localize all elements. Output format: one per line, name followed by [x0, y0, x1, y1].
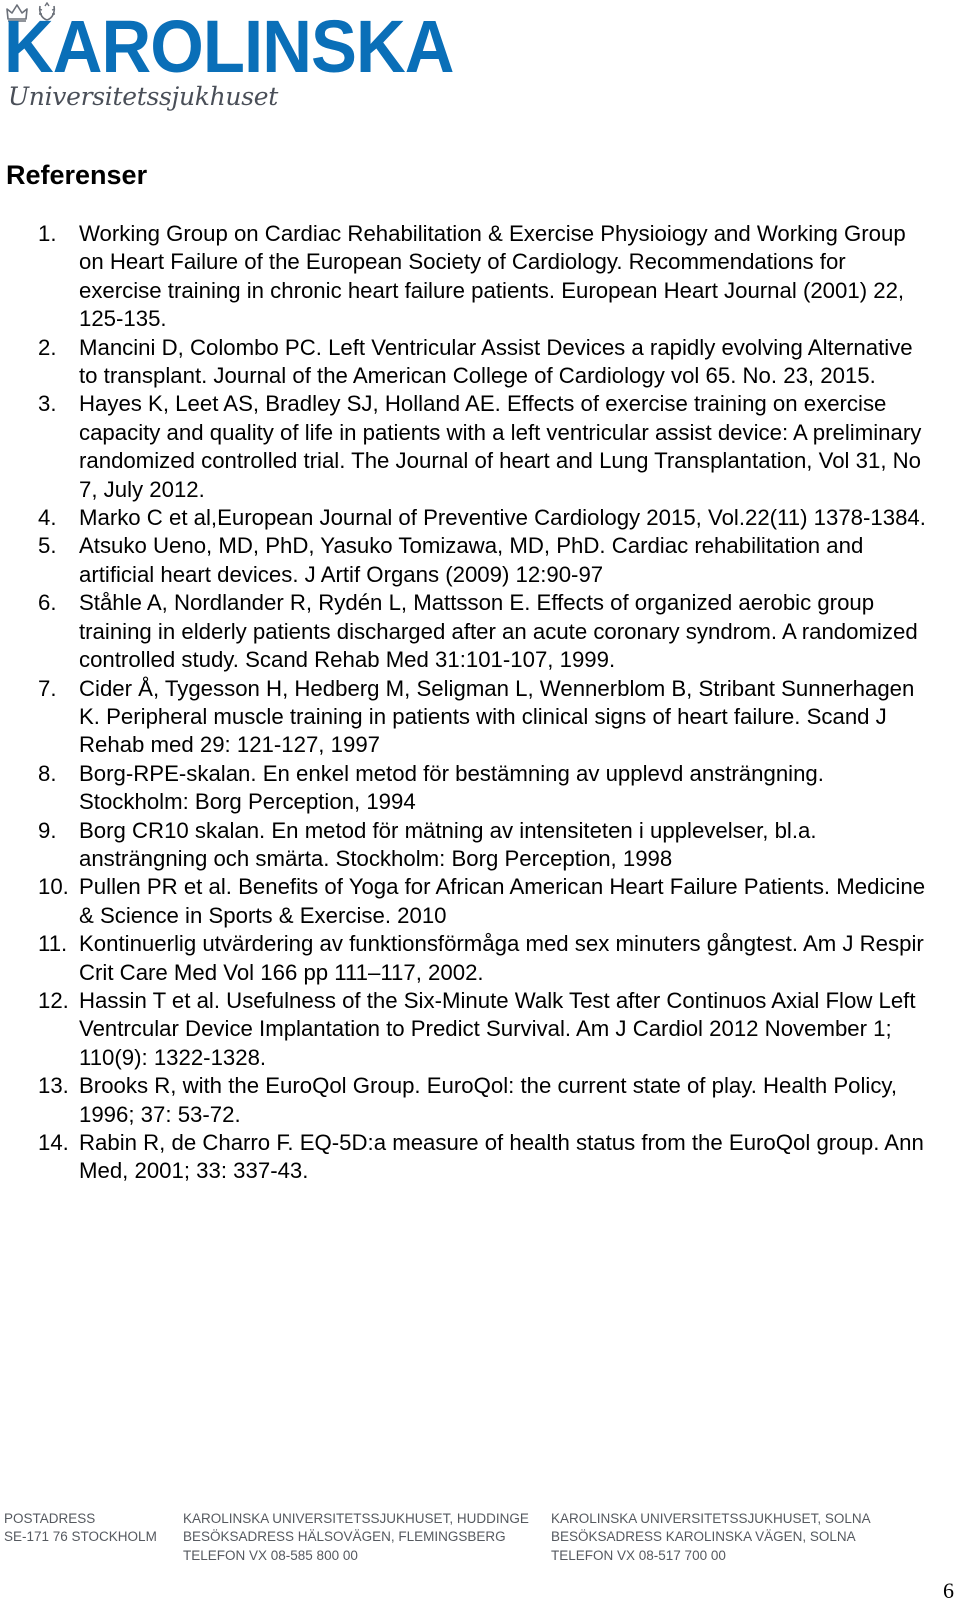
footer-huddinge-address: [183, 1510, 529, 1565]
reference-number: 4.: [38, 505, 57, 531]
reference-item: [0, 873, 929, 930]
page-footer: [0, 1510, 960, 1611]
footer-visiting-address: BESÖKSADRESS HÄLSOVÄGEN, FLEMINGSBERG: [183, 1529, 506, 1545]
reference-text: Working Group on Cardiac Rehabilitation & Exercise Physioiogy and Working Group on Heart Failure of the European Society of Cardiology. Recommendations for exercise training in chronic heart failure patients. European Heart Journal (2001) 22, 125-135.: [79, 221, 906, 332]
reference-number: 2.: [38, 334, 57, 360]
footer-hospital-name: KAROLINSKA UNIVERSITETSSJUKHUSET, HUDDINGE: [183, 1511, 529, 1526]
footer-postal-line: SE-171 76 STOCKHOLM: [4, 1529, 157, 1545]
reference-text: Rabin R, de Charro F. EQ-5D:a measure of health status from the EuroQol group. Ann Med, 2001; 33: 337-43.: [79, 1130, 924, 1184]
reference-number: 14.: [38, 1130, 69, 1155]
reference-item: [0, 390, 929, 504]
reference-number: 10.: [38, 874, 69, 900]
reference-number: 1.: [38, 221, 57, 246]
logo-wordmark: KAROLINSKA: [4, 5, 454, 88]
reference-number: 3.: [38, 391, 57, 417]
page-number: 6: [943, 1578, 954, 1603]
reference-text: Marko C et al,European Journal of Preventive Cardiology 2015, Vol.22(11) 1378-1384.: [79, 505, 926, 531]
reference-text: Atsuko Ueno, MD, PhD, Yasuko Tomizawa, MD, PhD. Cardiac rehabilitation and artificial heart devices. J Artif Organs (2009) 12:90-97: [79, 533, 864, 587]
reference-text: Kontinuerlig utvärdering av funktionsförmåga med sex minuters gångtest. Am J Respir Crit Care Med Vol 166 pp 111–117, 2002.: [79, 931, 924, 985]
reference-text: Borg-RPE-skalan. En enkel metod för bestämning av upplevd ansträngning. Stockholm: Borg Perception, 1994: [79, 760, 824, 815]
reference-number: 12.: [38, 987, 69, 1013]
page-heading: Referenser: [6, 160, 148, 190]
reference-item: [0, 930, 929, 987]
reference-list: [0, 220, 960, 1186]
reference-text: Hayes K, Leet AS, Bradley SJ, Holland AE. Effects of exercise training on exercise capacity and quality of life in patients with a left ventricular assist device: A preliminary randomized controlled trial. The Journal of heart and Lung Transplantation, Vol 31, No 7, July 2012.: [79, 391, 922, 502]
reference-item: [0, 334, 929, 391]
reference-number: 13.: [38, 1073, 69, 1099]
reference-number: 7.: [38, 675, 57, 701]
footer-postal-address: [4, 1510, 157, 1547]
reference-text: Brooks R, with the EuroQol Group. EuroQol: the current state of play. Health Policy, 1996; 37: 53-72.: [79, 1073, 898, 1127]
footer-phone: TELEFON VX 08-517 700 00: [551, 1547, 726, 1563]
footer-label: POSTADRESS: [4, 1511, 96, 1526]
reference-number: 5.: [38, 533, 57, 559]
reference-number: 8.: [38, 760, 57, 786]
reference-item: [0, 532, 929, 589]
reference-text: Mancini D, Colombo PC. Left Ventricular Assist Devices a rapidly evolving Alternative to transplant. Journal of the American College of Cardiology vol 65. No. 23, 2015.: [79, 334, 913, 389]
reference-item: [0, 987, 929, 1072]
reference-text: Ståhle A, Nordlander R, Rydén L, Mattsson E. Effects of organized aerobic group training in elderly patients discharged after an acute coronary syndrom. A randomized controlled study. Scand Rehab Med 31:101-107, 1999.: [79, 590, 918, 673]
footer-phone: TELEFON VX 08-585 800 00: [183, 1547, 358, 1563]
reference-item: [0, 220, 929, 334]
footer-solna-address: [551, 1510, 871, 1565]
reference-text: Cider Å, Tygesson H, Hedberg M, Seligman L, Wennerblom B, Stribant Sunnerhagen K. Peripheral muscle training in patients with clinical signs of heart failure. Scand J Rehab med 29: 121-127, 1997: [79, 675, 915, 758]
reference-number: 11.: [38, 931, 68, 957]
footer-hospital-name: KAROLINSKA UNIVERSITETSSJUKHUSET, SOLNA: [551, 1511, 871, 1526]
reference-item: [0, 1129, 929, 1186]
karolinska-logo: [4, 0, 524, 125]
reference-number: 6.: [38, 590, 57, 616]
reference-item: [0, 589, 929, 674]
reference-text: Pullen PR et al. Benefits of Yoga for African American Heart Failure Patients. Medicine & Science in Sports & Exercise. 2010: [79, 874, 926, 928]
reference-item: [0, 817, 929, 874]
reference-item: [0, 504, 929, 532]
reference-text: Borg CR10 skalan. En metod för mätning av intensiteten i upplevelser, bl.a. ansträngning och smärta. Stockholm: Borg Perception, 1998: [79, 817, 817, 871]
reference-item: [0, 760, 929, 817]
reference-item: [0, 1072, 929, 1129]
footer-visiting-address: BESÖKSADRESS KAROLINSKA VÄGEN, SOLNA: [551, 1529, 856, 1545]
reference-number: 9.: [38, 817, 57, 843]
reference-item: [0, 675, 929, 760]
reference-text: Hassin T et al. Usefulness of the Six-Minute Walk Test after Continuos Axial Flow Left Ventrcular Device Implantation to Predict Survival. Am J Cardiol 2012 November 1; 110(9): 1322-1328.: [79, 987, 916, 1070]
logo-subline: Universitetssjukhuset: [8, 82, 278, 111]
